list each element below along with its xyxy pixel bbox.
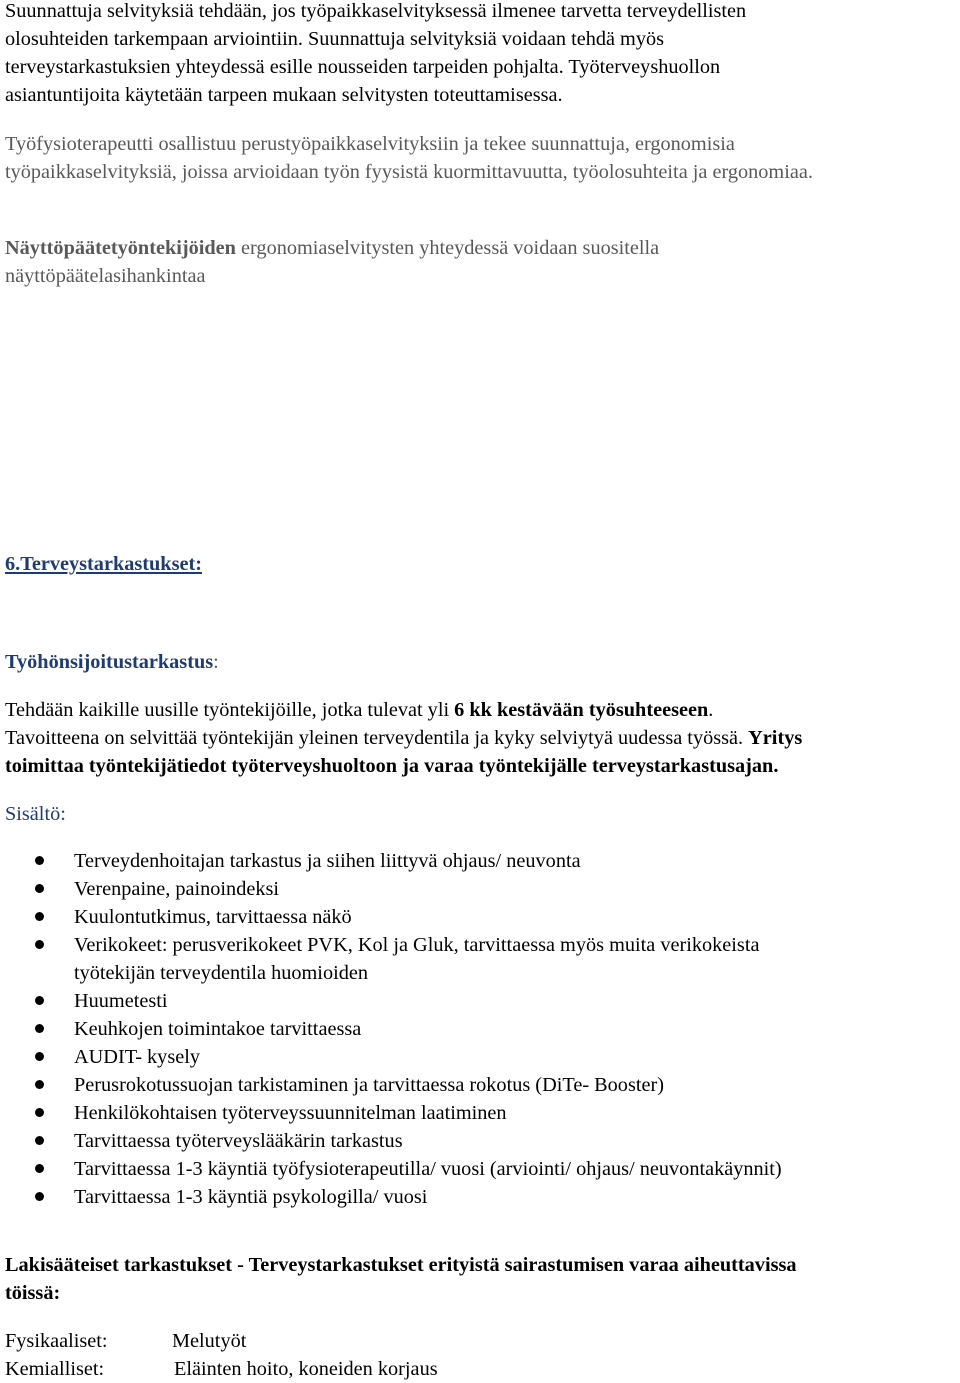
screen-rest: ergonomiaselvitysten yhteydessä voidaan suositella [235,237,660,259]
section-heading [5,550,202,578]
subheading-text: Työhönsijoitustarkastus [5,651,214,673]
list-bullet [35,1080,44,1089]
exposure-label-chemical: Kemialliset: [5,1358,105,1380]
list-item: Tarvittaessa työterveyslääkärin tarkastus [74,1130,403,1152]
p1-a: Tehdään kaikille uusille työntekijöille, jotka tulevat yli [5,699,455,721]
list-item: Tarvittaessa 1-3 käyntiä työfysioterapeutilla/ vuosi (arviointi/ ohjaus/ neuvontakäynnit) [74,1158,782,1180]
section-p1 [5,696,713,724]
physio-line-1: Työfysioterapeutti osallistuu perustyöpaikkaselvityksiin ja tekee suunnattuja, ergonomisia [5,133,735,155]
list-bullet [35,1136,44,1145]
list-bullet [35,1024,44,1033]
screen-line-1 [5,234,659,262]
physio-line-2: työpaikkaselvityksiä, joissa arvioidaan työn fyysistä kuormittavuutta, työolosuhteita ja ergonomiaa. [5,161,813,183]
list-item: Kuulontutkimus, tarvittaessa näkö [74,906,352,928]
intro-line-3: terveystarkastuksien yhteydessä esille nousseiden tarpeiden pohjalta. Työterveyshuollon [5,56,721,78]
exposure-value-physical: Melutyöt [172,1330,247,1352]
intro-line-4: asiantuntijoita käytetään tarpeen mukaan selvitysten toteuttamisessa. [5,84,563,106]
section-p2 [5,724,802,752]
screen-line-2: näyttöpäätelasihankintaa [5,265,206,287]
list-bullet [35,884,44,893]
list-bullet [35,912,44,921]
p1-b: 6 kk kestävään työsuhteeseen [454,699,709,721]
list-bullet [35,1164,44,1173]
section-heading-text: 6.Terveystarkastukset: [5,553,202,575]
list-bullet [35,1108,44,1117]
list-bullet [35,856,44,865]
list-item-continuation: työtekijän terveydentila huomioiden [74,962,368,984]
statutory-line-1-text: Lakisääteiset tarkastukset - Terveystarkastukset erityistä sairastumisen varaa aiheuttavissa [5,1254,797,1276]
p2-b: Yritys [748,727,803,749]
list-item: Perusrokotussuojan tarkistaminen ja tarvittaessa rokotus (DiTe- Booster) [74,1074,664,1096]
list-item: Henkilökohtaisen työterveyssuunnitelman laatiminen [74,1102,507,1124]
exposure-label-physical: Fysikaaliset: [5,1330,108,1352]
list-item: Keuhkojen toimintakoe tarvittaessa [74,1018,362,1040]
list-item: Verikokeet: perusverikokeet PVK, Kol ja Gluk, tarvittaessa myös muita verikokeista [74,934,760,956]
list-bullet [35,996,44,1005]
p1-c: . [708,699,714,721]
list-bullet [35,1192,44,1201]
statutory-line-2-text: töissä: [5,1282,61,1304]
subheading-colon: : [213,651,219,673]
statutory-line-1 [5,1251,797,1279]
intro-line-2: olosuhteiden tarkempaan arviointiin. Suunnattuja selvityksiä voidaan tehdä myös [5,28,665,50]
section-p3 [5,752,778,780]
list-item: AUDIT- kysely [74,1046,200,1068]
contents-label: Sisältö: [5,803,66,825]
list-item: Tarvittaessa 1-3 käyntiä psykologilla/ vuosi [74,1186,428,1208]
list-item: Verenpaine, painoindeksi [74,878,280,900]
statutory-line-2 [5,1279,60,1307]
subheading [5,648,219,676]
screen-bold-lead: Näyttöpäätetyöntekijöiden [5,237,236,259]
p2-a: Tavoitteena on selvittää työntekijän yleinen terveydentila ja kyky selviytyä uudessa työssä. [5,727,749,749]
list-bullet [35,1052,44,1061]
list-bullet [35,940,44,949]
list-item: Huumetesti [74,990,168,1012]
intro-line-1: Suunnattuja selvityksiä tehdään, jos työpaikkaselvityksessä ilmenee tarvetta terveydellisten [5,0,747,22]
list-item: Terveydenhoitajan tarkastus ja siihen liittyvä ohjaus/ neuvonta [74,850,581,872]
exposure-value-chemical: Eläinten hoito, koneiden korjaus [174,1358,438,1380]
p3-text: toimittaa työntekijätiedot työterveyshuoltoon ja varaa työntekijälle terveystarkastusajan. [5,755,779,777]
